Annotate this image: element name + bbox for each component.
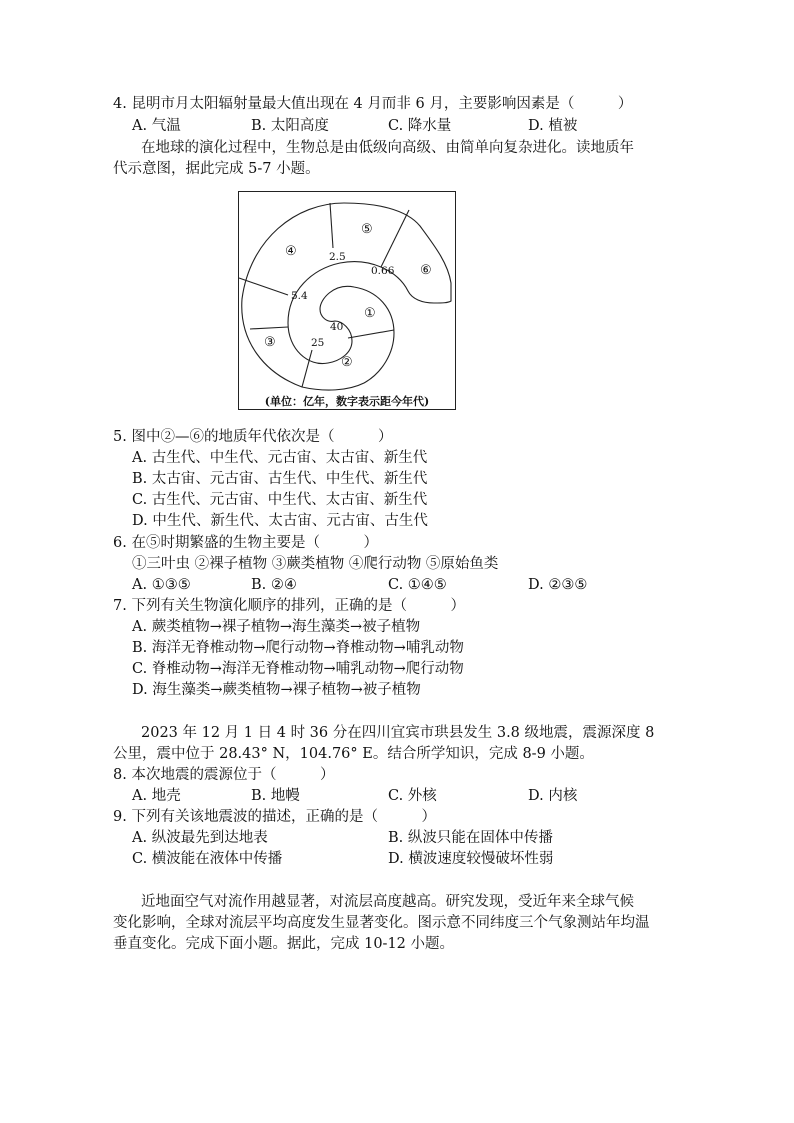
q5-option-a[interactable]: A. 古生代、中生代、元古宙、太古宙、新生代 [132,450,428,466]
q8-stem: 8. 本次地震的震源位于（ ） [113,767,335,783]
q7-option-c[interactable]: C. 脊椎动物→海洋无脊椎动物→哺乳动物→爬行动物 [132,661,464,677]
intro-5-7-line2: 代示意图，据此完成 5-7 小题。 [113,161,320,177]
q9-stem: 9. 下列有关该地震波的描述，正确的是（ ） [113,809,436,825]
q7-stem: 7. 下列有关生物演化顺序的排列，正确的是（ ） [113,598,465,614]
q7-option-d[interactable]: D. 海生藻类→蕨类植物→裸子植物→被子植物 [132,682,421,698]
q9-option-c[interactable]: C. 横波能在液体中传播 [132,851,283,867]
region-label-5: ⑤ [361,222,373,237]
region-label-1: ① [364,306,376,321]
region-label-4: ④ [285,244,297,259]
age-5-4: 5.4 [291,290,308,302]
region-label-2: ② [341,355,353,370]
q9-option-a[interactable]: A. 纵波最先到达地表 [132,830,268,846]
q7-option-b[interactable]: B. 海洋无脊椎动物→爬行动物→脊椎动物→哺乳动物 [132,640,464,656]
intro-10-12-line2: 变化影响，全球对流层平均高度发生显著变化。图示意不同纬度三个气象测站年均温 [113,915,650,931]
intro-10-12-line3: 垂直变化。完成下面小题。据此，完成 10-12 小题。 [113,936,455,952]
geologic-time-spiral-diagram [238,191,456,410]
q4-option-b[interactable]: B. 太阳高度 [251,118,329,134]
q6-items: ①三叶虫 ②裸子植物 ③蕨类植物 ④爬行动物 ⑤原始鱼类 [132,556,499,572]
q7-option-a[interactable]: A. 蕨类植物→裸子植物→海生藻类→被子植物 [132,619,421,635]
q6-option-d[interactable]: D. ②③⑤ [528,577,588,593]
age-0-66: 0.66 [371,265,395,277]
q8-option-a[interactable]: A. 地壳 [132,788,181,804]
q9-option-d[interactable]: D. 横波速度较慢破坏性弱 [388,851,554,867]
intro-5-7-line1: 在地球的演化过程中，生物总是由低级向高级、由简单向复杂进化。读地质年 [141,140,634,156]
q6-option-b[interactable]: B. ②④ [251,577,297,593]
q4-option-d[interactable]: D. 植被 [528,118,578,134]
age-2-5: 2.5 [329,251,346,263]
diagram-frame [239,192,456,410]
q8-option-d[interactable]: D. 内核 [528,788,578,804]
q4-stem: 4. 昆明市月太阳辐射量最大值出现在 4 月而非 6 月，主要影响因素是（ ） [113,96,633,112]
q8-option-c[interactable]: C. 外核 [388,788,437,804]
region-label-3: ③ [264,335,276,350]
q9-option-b[interactable]: B. 纵波只能在固体中传播 [388,830,553,846]
age-40: 40 [330,321,344,333]
q5-option-c[interactable]: C. 古生代、元古宙、中生代、太古宙、新生代 [132,492,428,508]
intro-8-9-line1: 2023 年 12 月 1 日 4 时 36 分在四川宜宾市珙县发生 3.8 级地震，震源深度 8 [141,725,655,741]
q5-option-b[interactable]: B. 太古宙、元古宙、古生代、中生代、新生代 [132,471,428,487]
q5-option-d[interactable]: D. 中生代、新生代、太古宙、元古宙、古生代 [132,513,428,529]
intro-8-9-line2: 公里，震中位于 28.43° N，104.76° E。结合所学知识，完成 8-9 小题。 [113,746,594,762]
intro-10-12-line1: 近地面空气对流作用越显著，对流层高度越高。研究发现，受近年来全球气候 [141,894,634,910]
q4-option-c[interactable]: C. 降水量 [388,118,452,134]
q4-option-a[interactable]: A. 气温 [132,118,181,134]
q6-option-c[interactable]: C. ①④⑤ [388,577,447,593]
region-label-6: ⑥ [420,263,432,278]
diagram-caption: (单位：亿年，数字表示距今年代) [264,395,430,408]
age-25: 25 [311,337,325,349]
q8-option-b[interactable]: B. 地幔 [251,788,300,804]
q6-option-a[interactable]: A. ①③⑤ [132,577,191,593]
q6-stem: 6. 在⑤时期繁盛的生物主要是（ ） [113,535,378,551]
q5-stem: 5. 图中②—⑥的地质年代依次是（ ） [113,429,393,445]
